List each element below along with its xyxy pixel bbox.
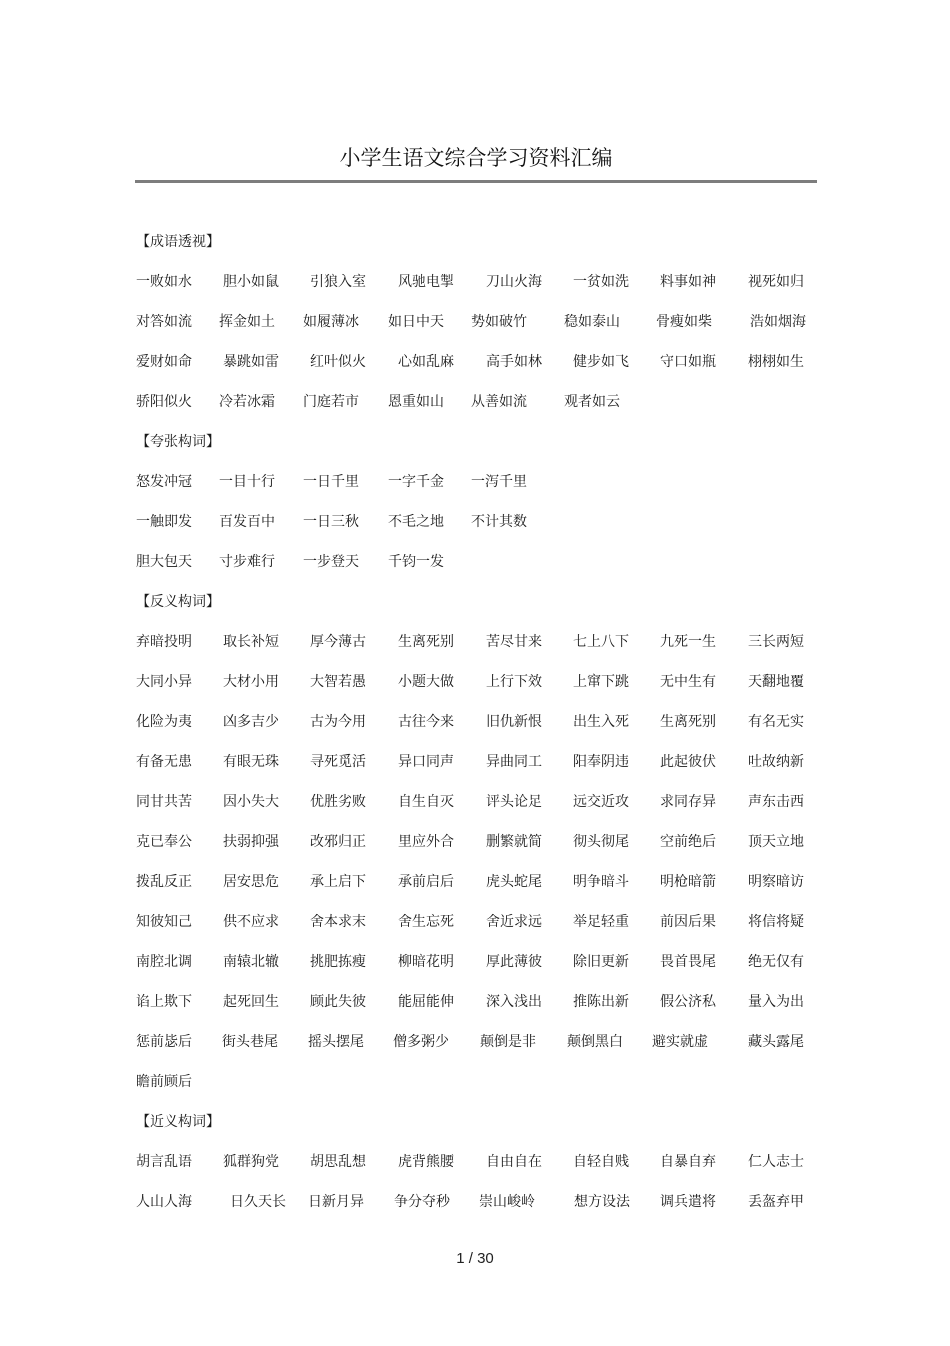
idiom-item: 古为今用 (310, 714, 366, 730)
idiom-item: 改邪归正 (310, 834, 366, 850)
idiom-item: 恩重如山 (388, 394, 444, 410)
idiom-item: 人山人海 (136, 1194, 192, 1210)
idiom-item: 顶天立地 (748, 834, 804, 850)
idiom-item: 日新月异 (308, 1194, 364, 1210)
idiom-item: 顾此失彼 (310, 994, 366, 1010)
idiom-item: 南辕北辙 (223, 954, 279, 970)
idiom-item: 如日中天 (388, 314, 444, 330)
idiom-item: 吐故纳新 (748, 754, 804, 770)
idiom-item: 有名无实 (748, 714, 804, 730)
idiom-item: 颠倒黑白 (567, 1034, 623, 1050)
idiom-item: 从善如流 (471, 394, 527, 410)
idiom-item: 除旧更新 (573, 954, 629, 970)
idiom-item: 知彼知己 (136, 914, 192, 930)
idiom-item: 一泻千里 (471, 474, 527, 490)
idiom-item: 凶多吉少 (223, 714, 279, 730)
idiom-item: 避实就虚 (652, 1034, 708, 1050)
idiom-item: 引狼入室 (310, 274, 366, 290)
idiom-item: 拨乱反正 (136, 874, 192, 890)
idiom-item: 一字千金 (388, 474, 444, 490)
idiom-item: 调兵遣将 (660, 1194, 716, 1210)
idiom-item: 苦尽甘来 (486, 634, 542, 650)
idiom-item: 生离死别 (660, 714, 716, 730)
idiom-item: 南腔北调 (136, 954, 192, 970)
idiom-item: 观者如云 (564, 394, 620, 410)
idiom-item: 百发百中 (219, 514, 275, 530)
idiom-item: 风驰电掣 (398, 274, 454, 290)
idiom-item: 化险为夷 (136, 714, 192, 730)
idiom-item: 彻头彻尾 (573, 834, 629, 850)
idiom-item: 能屈能伸 (398, 994, 454, 1010)
idiom-row (136, 302, 818, 342)
idiom-item: 明争暗斗 (573, 874, 629, 890)
idiom-item: 出生入死 (573, 714, 629, 730)
idiom-row (136, 902, 818, 942)
idiom-item: 暴跳如雷 (223, 354, 279, 370)
idiom-item: 阳奉阴违 (573, 754, 629, 770)
idiom-item: 生离死别 (398, 634, 454, 650)
idiom-row (136, 1062, 818, 1102)
idiom-item: 心如乱麻 (398, 354, 454, 370)
page-title: 小学生语文综合学习资料汇编 (339, 146, 613, 170)
idiom-item: 守口如瓶 (660, 354, 716, 370)
idiom-item: 有备无患 (136, 754, 192, 770)
idiom-item: 小题大做 (398, 674, 454, 690)
idiom-item: 绝无仅有 (748, 954, 804, 970)
idiom-item: 承上启下 (310, 874, 366, 890)
idiom-item: 异口同声 (398, 754, 454, 770)
idiom-row (136, 1142, 818, 1182)
idiom-item: 浩如烟海 (750, 314, 806, 330)
idiom-item: 上窜下跳 (573, 674, 629, 690)
idiom-item: 千钧一发 (388, 554, 444, 570)
idiom-item: 弃暗投明 (136, 634, 192, 650)
idiom-item: 骨瘦如柴 (656, 314, 712, 330)
idiom-row (136, 662, 818, 702)
idiom-item: 如履薄冰 (303, 314, 359, 330)
title-divider (135, 180, 817, 183)
idiom-item: 惩前毖后 (136, 1034, 192, 1050)
idiom-item: 藏头露尾 (748, 1034, 804, 1050)
idiom-item: 自由自在 (486, 1154, 542, 1170)
idiom-item: 自轻自贱 (573, 1154, 629, 1170)
idiom-item: 舍近求远 (486, 914, 542, 930)
idiom-item: 胆大包天 (136, 554, 192, 570)
idiom-item: 胡思乱想 (310, 1154, 366, 1170)
idiom-row (136, 502, 818, 542)
idiom-row (136, 342, 818, 382)
idiom-row (136, 702, 818, 742)
idiom-item: 明察暗访 (748, 874, 804, 890)
idiom-item: 厚此薄彼 (486, 954, 542, 970)
idiom-row (136, 542, 818, 582)
idiom-item: 挑肥拣瘦 (310, 954, 366, 970)
idiom-row (136, 782, 818, 822)
idiom-item: 稳如泰山 (564, 314, 620, 330)
idiom-item: 克已奉公 (136, 834, 192, 850)
idiom-item: 舍生忘死 (398, 914, 454, 930)
idiom-item: 空前绝后 (660, 834, 716, 850)
idiom-row (136, 622, 818, 662)
idiom-item: 求同存异 (660, 794, 716, 810)
idiom-item: 想方设法 (574, 1194, 630, 1210)
idiom-item: 深入浅出 (486, 994, 542, 1010)
idiom-item: 居安思危 (223, 874, 279, 890)
section-heading: 【近义构词】 (136, 1114, 220, 1130)
idiom-item: 挥金如土 (219, 314, 275, 330)
idiom-item: 古往今来 (398, 714, 454, 730)
idiom-item: 因小失大 (223, 794, 279, 810)
idiom-row (136, 982, 818, 1022)
idiom-item: 胆小如鼠 (223, 274, 279, 290)
idiom-item: 瞻前顾后 (136, 1074, 192, 1090)
idiom-item: 一日三秋 (303, 514, 359, 530)
idiom-item: 评头论足 (486, 794, 542, 810)
idiom-item: 自生自灭 (398, 794, 454, 810)
idiom-item: 三长两短 (748, 634, 804, 650)
idiom-item: 优胜劣败 (310, 794, 366, 810)
idiom-row (136, 382, 818, 422)
idiom-item: 扶弱抑强 (223, 834, 279, 850)
idiom-row (136, 822, 818, 862)
idiom-item: 仁人志士 (748, 1154, 804, 1170)
idiom-item: 一目十行 (219, 474, 275, 490)
idiom-item: 此起彼伏 (660, 754, 716, 770)
idiom-item: 寻死觅活 (310, 754, 366, 770)
idiom-item: 删繁就简 (486, 834, 542, 850)
idiom-item: 视死如归 (748, 274, 804, 290)
idiom-item: 丢盔弃甲 (748, 1194, 804, 1210)
idiom-item: 红叶似火 (310, 354, 366, 370)
idiom-item: 街头巷尾 (222, 1034, 278, 1050)
idiom-row (136, 1182, 818, 1222)
idiom-item: 一步登天 (303, 554, 359, 570)
idiom-item: 僧多粥少 (393, 1034, 449, 1050)
idiom-item: 对答如流 (136, 314, 192, 330)
idiom-item: 虎头蛇尾 (486, 874, 542, 890)
idiom-item: 声东击西 (748, 794, 804, 810)
idiom-item: 舍本求末 (310, 914, 366, 930)
idiom-item: 怒发冲冠 (136, 474, 192, 490)
idiom-item: 刀山火海 (486, 274, 542, 290)
idiom-item: 争分夺秒 (394, 1194, 450, 1210)
section-heading: 【反义构词】 (136, 594, 220, 610)
idiom-item: 有眼无珠 (223, 754, 279, 770)
idiom-item: 畏首畏尾 (660, 954, 716, 970)
idiom-item: 将信将疑 (748, 914, 804, 930)
idiom-item: 大同小异 (136, 674, 192, 690)
idiom-item: 量入为出 (748, 994, 804, 1010)
idiom-item: 不毛之地 (388, 514, 444, 530)
idiom-item: 高手如林 (486, 354, 542, 370)
idiom-item: 同甘共苦 (136, 794, 192, 810)
idiom-item: 狐群狗党 (223, 1154, 279, 1170)
idiom-item: 一日千里 (303, 474, 359, 490)
document-body (136, 222, 818, 1222)
idiom-item: 举足轻重 (573, 914, 629, 930)
idiom-item: 一贫如洗 (573, 274, 629, 290)
idiom-item: 门庭若市 (303, 394, 359, 410)
idiom-item: 明枪暗箭 (660, 874, 716, 890)
idiom-item: 起死回生 (223, 994, 279, 1010)
idiom-item: 柳暗花明 (398, 954, 454, 970)
idiom-item: 栩栩如生 (748, 354, 804, 370)
idiom-item: 七上八下 (573, 634, 629, 650)
section-heading: 【夸张构词】 (136, 434, 220, 450)
idiom-row (136, 942, 818, 982)
idiom-item: 一触即发 (136, 514, 192, 530)
idiom-item: 大材小用 (223, 674, 279, 690)
idiom-item: 摇头摆尾 (308, 1034, 364, 1050)
idiom-row (136, 462, 818, 502)
idiom-item: 健步如飞 (573, 354, 629, 370)
idiom-item: 承前启后 (398, 874, 454, 890)
idiom-item: 寸步难行 (219, 554, 275, 570)
idiom-item: 料事如神 (660, 274, 716, 290)
idiom-item: 自暴自弃 (660, 1154, 716, 1170)
idiom-item: 势如破竹 (471, 314, 527, 330)
idiom-item: 骄阳似火 (136, 394, 192, 410)
idiom-item: 日久天长 (230, 1194, 286, 1210)
section-heading: 【成语透视】 (136, 234, 220, 250)
idiom-row (136, 862, 818, 902)
idiom-item: 爱财如命 (136, 354, 192, 370)
idiom-item: 颠倒是非 (480, 1034, 536, 1050)
idiom-item: 里应外合 (398, 834, 454, 850)
idiom-item: 推陈出新 (573, 994, 629, 1010)
idiom-item: 不计其数 (471, 514, 527, 530)
idiom-item: 崇山峻岭 (479, 1194, 535, 1210)
idiom-row (136, 262, 818, 302)
idiom-item: 大智若愚 (310, 674, 366, 690)
idiom-item: 上行下效 (486, 674, 542, 690)
idiom-row (136, 742, 818, 782)
idiom-item: 假公济私 (660, 994, 716, 1010)
idiom-row (136, 1022, 818, 1062)
idiom-item: 无中生有 (660, 674, 716, 690)
idiom-item: 胡言乱语 (136, 1154, 192, 1170)
idiom-item: 一败如水 (136, 274, 192, 290)
idiom-item: 厚今薄古 (310, 634, 366, 650)
idiom-item: 远交近攻 (573, 794, 629, 810)
idiom-item: 谄上欺下 (136, 994, 192, 1010)
idiom-item: 旧仇新恨 (486, 714, 542, 730)
idiom-item: 前因后果 (660, 914, 716, 930)
idiom-item: 天翻地覆 (748, 674, 804, 690)
idiom-item: 冷若冰霜 (219, 394, 275, 410)
idiom-item: 九死一生 (660, 634, 716, 650)
idiom-item: 异曲同工 (486, 754, 542, 770)
idiom-item: 取长补短 (223, 634, 279, 650)
idiom-item: 供不应求 (223, 914, 279, 930)
page-number: 1 / 30 (456, 1250, 494, 1267)
idiom-item: 虎背熊腰 (398, 1154, 454, 1170)
